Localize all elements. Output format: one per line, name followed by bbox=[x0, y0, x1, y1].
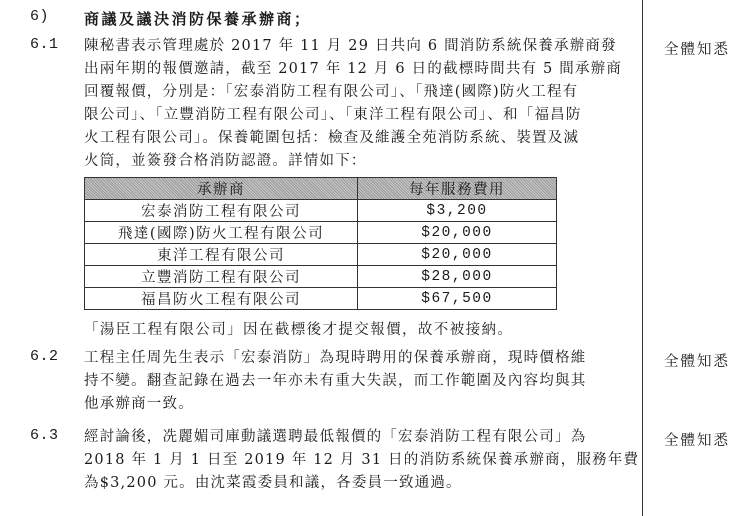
column-header-annual-fee: 每年服務費用 bbox=[358, 178, 557, 200]
text-line: 他承辦商一致。 bbox=[84, 396, 194, 412]
contractor-name: 立豐消防工程有限公司 bbox=[85, 266, 358, 288]
quote-table bbox=[84, 177, 557, 310]
annual-fee: $67,500 bbox=[358, 288, 557, 310]
status-label: 全體知悉 bbox=[664, 42, 730, 58]
text-line: 出兩年期的報價邀請，截至 2017 年 12 月 6 日的截標時間共有 5 間承辦商 bbox=[84, 61, 623, 77]
status-label: 全體知悉 bbox=[664, 433, 730, 449]
table-row bbox=[85, 288, 557, 310]
text-line: 火工程有限公司」。保養範圍包括：檢查及維護全苑消防系統、裝置及滅 bbox=[84, 130, 580, 146]
column-divider bbox=[642, 0, 643, 516]
table-row bbox=[85, 266, 557, 288]
text-line: 2018 年 1 月 1 日至 2019 年 12 月 31 日的消防系統保養承辦商，服務年費 bbox=[84, 452, 640, 468]
text-line: 陳秘書表示管理處於 2017 年 11 月 29 日共向 6 間消防系統保養承辦商發 bbox=[84, 38, 617, 54]
annual-fee: $20,000 bbox=[358, 244, 557, 266]
column-header-contractor: 承辦商 bbox=[85, 178, 358, 200]
item-number: 6.1 bbox=[30, 36, 59, 53]
text-line: 火筒，並簽發合格消防認證。詳情如下： bbox=[84, 153, 367, 169]
section-number: 6) bbox=[30, 8, 50, 25]
item-number: 6.2 bbox=[30, 348, 59, 365]
annual-fee: $20,000 bbox=[358, 222, 557, 244]
status-label: 全體知悉 bbox=[664, 354, 730, 370]
contractor-name: 東洋工程有限公司 bbox=[85, 244, 358, 266]
text-line: 回覆報價，分別是：「宏泰消防工程有限公司」、「飛達(國際)防火工程有 bbox=[84, 84, 579, 100]
table-header-row bbox=[85, 178, 557, 200]
table-row bbox=[85, 200, 557, 222]
item-number: 6.3 bbox=[30, 427, 59, 444]
text-line: 為$3,200 元。由沈菜霞委員和議，各委員一致通過。 bbox=[84, 475, 462, 491]
item-text bbox=[84, 35, 636, 173]
text-line: 工程主任周先生表示「宏泰消防」為現時聘用的保養承辦商，現時價格維 bbox=[84, 350, 587, 366]
table-row bbox=[85, 222, 557, 244]
table-note: 「湯臣工程有限公司」因在截標後才提交報價，故不被接納。 bbox=[84, 322, 514, 338]
text-line: 經討論後，冼麗媚司庫動議選聘最低報價的「宏泰消防工程有限公司」為 bbox=[84, 429, 587, 445]
contractor-name: 福昌防火工程有限公司 bbox=[85, 288, 358, 310]
table-row bbox=[85, 244, 557, 266]
contractor-name: 飛達(國際)防火工程有限公司 bbox=[85, 222, 358, 244]
contractor-name: 宏泰消防工程有限公司 bbox=[85, 200, 358, 222]
annual-fee: $3,200 bbox=[358, 200, 557, 222]
text-line: 持不變。翻查記錄在過去一年亦未有重大失誤，而工作範圍及內容均與其 bbox=[84, 373, 587, 389]
section-title: 商議及議決消防保養承辦商； bbox=[84, 10, 312, 28]
item-text bbox=[84, 347, 636, 416]
annual-fee: $28,000 bbox=[358, 266, 557, 288]
text-line: 限公司」、「立豐消防工程有限公司」、「東洋工程有限公司」、和「福昌防 bbox=[84, 107, 582, 123]
item-text bbox=[84, 426, 640, 495]
